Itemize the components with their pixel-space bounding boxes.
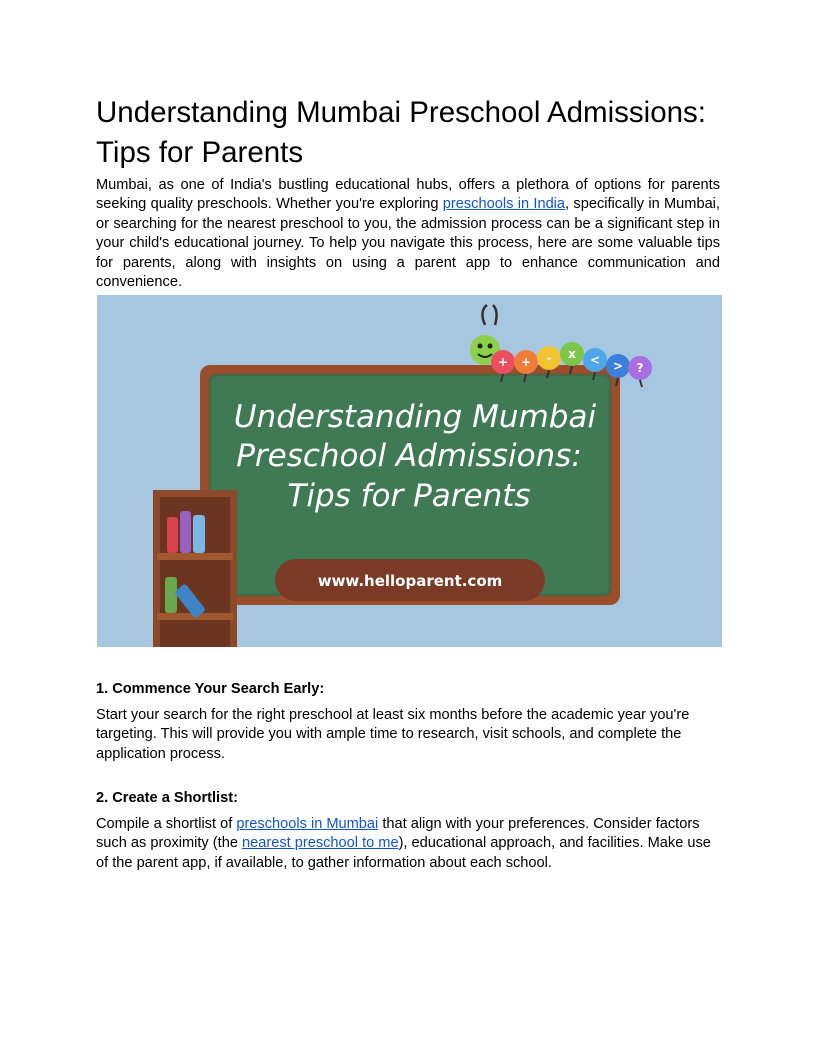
caterpillar-symbol-4: x (568, 347, 576, 361)
section-2-heading: 2. Create a Shortlist: (96, 790, 238, 806)
hero-illustration (97, 295, 722, 647)
article-title: Understanding Mumbai Preschool Admissions: Tips for Parents (96, 96, 706, 169)
link-preschools-in-mumbai[interactable]: preschools in Mumbai (236, 816, 379, 832)
section-1-paragraph: Start your search for the right preschool at least six months before the academic year you're targeting. This will provide you with ample time to research, visit schools, and complete the application process. (96, 707, 690, 762)
book-red (167, 517, 178, 553)
caterpillar-symbol-6: > (612, 359, 624, 373)
hero-title-line-3: Tips for Parents (287, 478, 531, 514)
caterpillar-symbol-5: < (589, 353, 601, 367)
link-nearest-preschool[interactable]: nearest preschool to me (242, 835, 399, 852)
section-2-text-2: that align with your preferences. Consider factors such as proximity (the (96, 816, 700, 852)
hero-title-line-2: Preschool Admissions: (236, 438, 582, 474)
caterpillar-symbol-2: + (520, 355, 532, 369)
link-preschools-in-india[interactable]: preschools in India (442, 196, 566, 213)
caterpillar-symbol-1: + (497, 355, 509, 369)
section-2-text-1: Compile a shortlist of (96, 816, 237, 832)
book-purple (180, 511, 191, 553)
intro-text-2: , specifically in Mumbai, or searching for the nearest preschool to you, the admission process can be a significant step in your child's educational journey. To help you navigate this process, here are some valuable tips for parents, along with insights on using a parent app to enhance communication and convenience. (96, 196, 720, 291)
intro-paragraph (96, 176, 720, 292)
bookshelf (153, 490, 237, 647)
hero-url: www.helloparent.com (317, 572, 503, 590)
intro-text-1: Mumbai, as one of India's bustling educational hubs, offers a plethora of options for parents seeking quality preschools. Whether you're exploring (96, 177, 720, 213)
section-2-text-3: ), educational approach, and facilities. Make use of the parent app, if available, to gather information about each school. (96, 835, 711, 871)
section-1-heading: 1. Commence Your Search Early: (96, 681, 325, 697)
section-2-paragraph (96, 815, 720, 873)
caterpillar-symbol-7: ? (636, 361, 644, 375)
hero-title-line-1: Understanding Mumbai (233, 399, 597, 435)
book-blue (193, 515, 205, 553)
caterpillar-symbol-3: - (546, 351, 552, 365)
book-green (165, 577, 177, 613)
hero-image (97, 295, 722, 647)
